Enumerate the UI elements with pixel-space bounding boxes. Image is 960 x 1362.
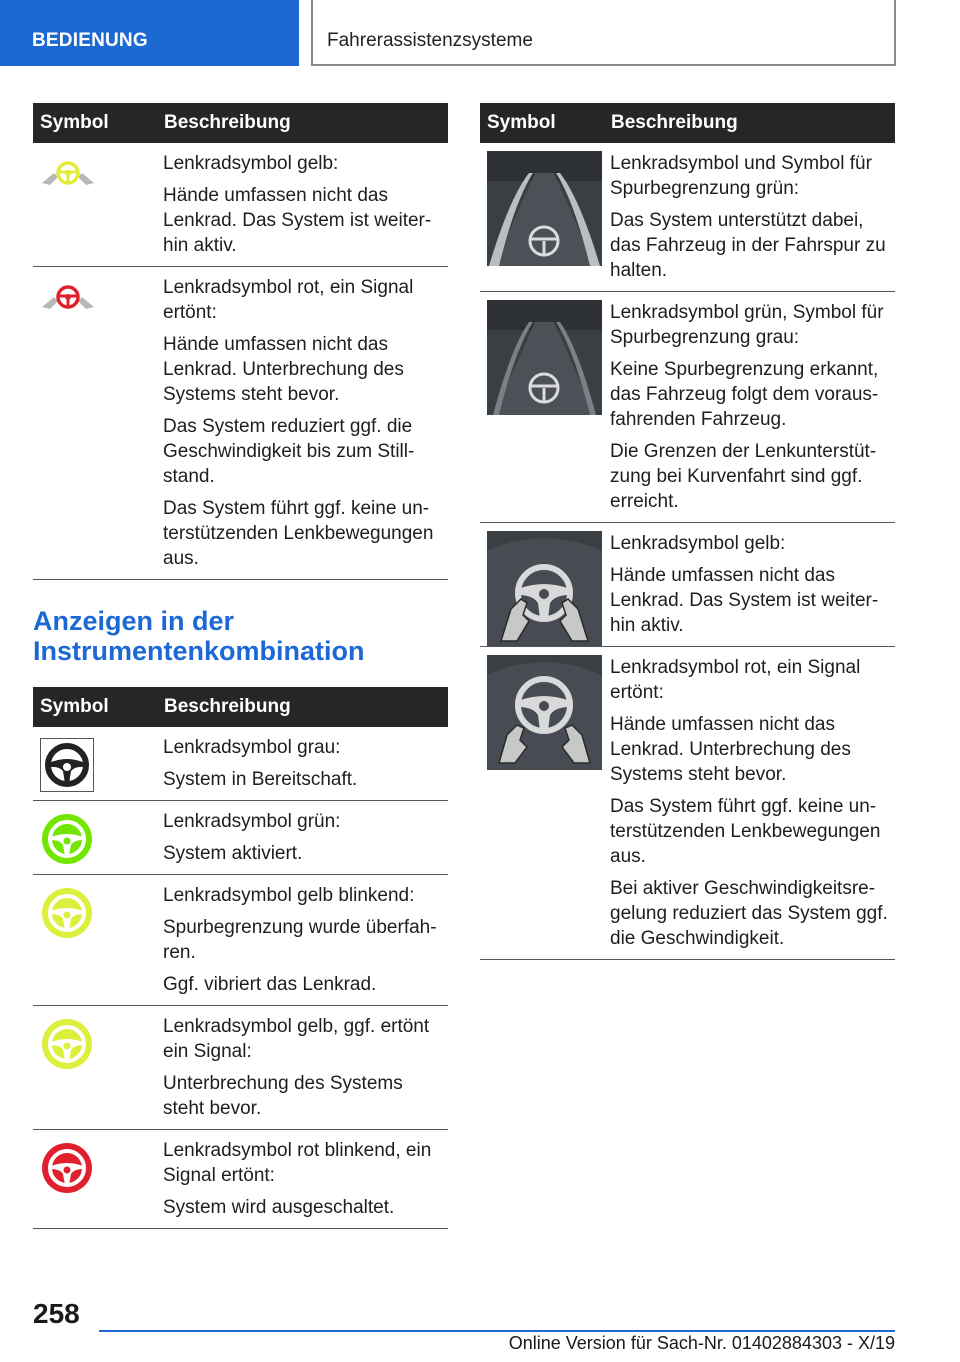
- description-line: Hände umfassen nicht das Lenkrad. Das System ist weiterhin aktiv.: [610, 565, 879, 636]
- steering-wheel-green-icon: [40, 812, 94, 866]
- description-line: Das System führt ggf. keine unterstützenden Lenkbewegungen aus.: [610, 796, 881, 867]
- description-line: System aktiviert.: [163, 843, 303, 864]
- chapter-title: Fahrerassistenzsysteme: [311, 0, 896, 66]
- description-line: Lenkradsymbol gelb, ggf. ertönt ein Signal:: [163, 1016, 430, 1062]
- right-column: [480, 103, 895, 960]
- table-row: [480, 647, 895, 960]
- description-line: Das System führt ggf. keine unterstützenden Lenkbewegungen aus.: [163, 498, 434, 569]
- table-row: [33, 727, 448, 801]
- description-line: Die Grenzen der Lenkunterstützung bei Kurvenfahrt sind ggf. erreicht.: [610, 441, 877, 512]
- lane-display-hands-red-icon: [487, 655, 602, 770]
- steering-wheel-red-icon: [40, 1141, 94, 1195]
- description-line: Lenkradsymbol gelb:: [610, 533, 786, 554]
- steering-wheel-hands-yellow-icon: [38, 153, 98, 193]
- table-row: [480, 143, 895, 292]
- lane-display-hands-yellow-icon: [487, 531, 602, 646]
- page-number: 258: [33, 1298, 80, 1329]
- table-header-description: Beschreibung: [162, 687, 448, 727]
- table-row: [33, 1130, 448, 1229]
- footer-version-text: Online Version für Sach-Nr. 01402884303 - X/19: [508, 1333, 895, 1353]
- steering-wheel-yellow-icon: [40, 886, 94, 940]
- table-header-description: Beschreibung: [162, 103, 448, 143]
- description-line: Das System unterstützt dabei, das Fahrzeug in der Fahrspur zu halten.: [610, 210, 886, 281]
- description-line: Lenkradsymbol grau:: [163, 737, 341, 758]
- description-line: Hände umfassen nicht das Lenkrad. Das System ist weiterhin aktiv.: [163, 185, 432, 256]
- description-line: Lenkradsymbol gelb blinkend:: [163, 885, 415, 906]
- table-header-symbol: Symbol: [480, 103, 609, 143]
- steering-wheel-hands-red-icon: [38, 277, 98, 317]
- table-row: [33, 801, 448, 875]
- description-line: Keine Spurbegrenzung erkannt, das Fahrzeug folgt dem vorausfahrenden Fahrzeug.: [610, 359, 879, 430]
- table-row: [480, 292, 895, 523]
- description-line: Lenkradsymbol grün, Symbol für Spurbegrenzung grau:: [610, 302, 884, 348]
- table-header-symbol: Symbol: [33, 687, 162, 727]
- table-row: [33, 143, 448, 267]
- section-heading: Anzeigen in der Instrumentenkombination: [33, 606, 365, 666]
- left-column: [33, 103, 448, 1229]
- description-line: System wird ausgeschaltet.: [163, 1197, 395, 1218]
- table-header-description: Beschreibung: [609, 103, 895, 143]
- symbol-table-instrument-cluster: [33, 687, 448, 1229]
- description-line: Lenkradsymbol rot, ein Signal ertönt:: [610, 657, 861, 703]
- section-title: BEDIENUNG: [0, 0, 299, 66]
- description-line: Bei aktiver Geschwindigkeitsregelung reduziert das System ggf. die Geschwindigkeit.: [610, 878, 888, 949]
- description-line: Lenkradsymbol und Symbol für Spurbegrenzung grün:: [610, 153, 872, 199]
- lane-display-wheel-green-icon: [487, 151, 602, 266]
- table-row: [480, 523, 895, 647]
- description-line: Ggf. vibriert das Lenkrad.: [163, 974, 377, 995]
- description-line: Das System reduziert ggf. die Geschwindigkeit bis zum Stillstand.: [163, 416, 415, 487]
- table-header-symbol: Symbol: [33, 103, 162, 143]
- footer-divider: [99, 1330, 895, 1332]
- description-line: Lenkradsymbol grün:: [163, 811, 341, 832]
- description-line: Lenkradsymbol rot, ein Signal ertönt:: [163, 277, 414, 323]
- table-row: [33, 1006, 448, 1130]
- description-line: Lenkradsymbol gelb:: [163, 153, 339, 174]
- description-line: System in Bereitschaft.: [163, 769, 358, 790]
- page-header: [0, 0, 960, 66]
- table-row: [33, 267, 448, 580]
- symbol-table-steering-hands: [33, 103, 448, 580]
- description-line: Spurbegrenzung wurde überfahren.: [163, 917, 437, 963]
- description-line: Unterbrechung des Systems steht bevor.: [163, 1073, 403, 1119]
- steering-wheel-yellow-icon: [40, 1017, 94, 1071]
- description-line: Hände umfassen nicht das Lenkrad. Unterbrechung des Systems steht bevor.: [610, 714, 851, 785]
- lane-display-wheel-grey-icon: [487, 300, 602, 415]
- steering-wheel-grey-icon: [40, 738, 94, 792]
- description-line: Hände umfassen nicht das Lenkrad. Unterbrechung des Systems steht bevor.: [163, 334, 404, 405]
- table-row: [33, 875, 448, 1006]
- symbol-table-lane-display: [480, 103, 895, 960]
- description-line: Lenkradsymbol rot blinkend, ein Signal ertönt:: [163, 1140, 432, 1186]
